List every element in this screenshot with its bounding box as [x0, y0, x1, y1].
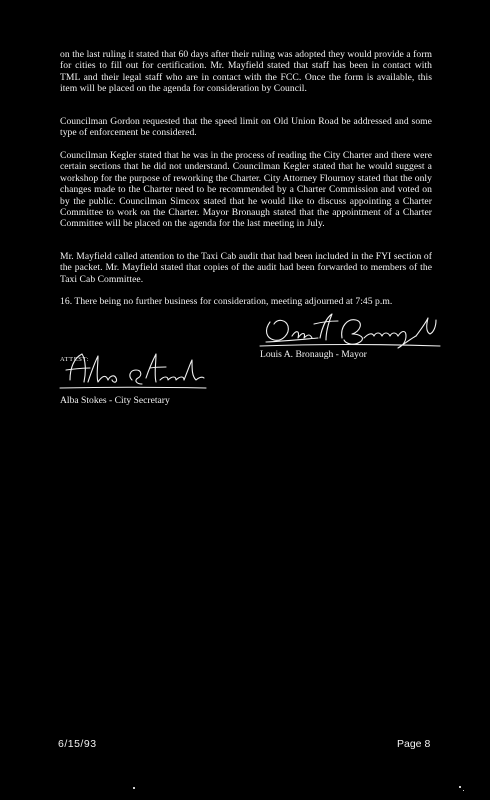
- secretary-name: Alba Stokes - City Secretary: [60, 395, 170, 406]
- mayor-name: Louis A. Bronaugh - Mayor: [260, 349, 367, 360]
- footer-date: 6/15/93: [58, 738, 97, 750]
- paragraph-fcc-form: on the last ruling it stated that 60 days after their ruling was adopted they would provide a form for cities to fill out for certification. Mr. Mayfield stated that staff has been in contact with TML and their legal staff who are in contact with the FCC. Once the form is available, this item will be placed on the agenda for consideration by Council.: [60, 49, 432, 95]
- paragraph-city-charter: Councilman Kegler stated that he was in the process of reading the City Charter and there were certain sections that he did not understand. Councilman Kegler stated that he would suggest a workshop for the purpose of reworking the Charter. City Attorney Flournoy stated that the only changes made to the Charter need to be recommended by a Charter Commission and voted on by the public. Councilman Simcox stated that he would like to discuss appointing a Charter Committee to work on the Charter. Mayor Bronaugh stated that the appointment of a Charter Committee will be placed on the agenda for the last meeting in July.: [60, 150, 432, 230]
- mayor-signature-image: [256, 308, 442, 352]
- paragraph-taxi-cab-audit: Mr. Mayfield called attention to the Taxi Cab audit that had been included in the FYI section of the packet. Mr. Mayfield stated that copies of the audit had been forwarded to members of the Taxi Cab Committee.: [60, 251, 432, 285]
- secretary-signature-image: [56, 350, 210, 392]
- footer-page-number: Page 8: [397, 738, 431, 750]
- scan-speck: [463, 790, 464, 791]
- paragraph-speed-limit: Councilman Gordon requested that the speed limit on Old Union Road be addressed and some type of enforcement be considered.: [60, 116, 432, 139]
- attest-label: ATTEST:: [60, 356, 90, 363]
- scan-speck: [459, 786, 461, 788]
- paragraph-adjournment: 16. There being no further business for consideration, meeting adjourned at 7:45 p.m.: [60, 296, 393, 307]
- scan-speck: [133, 787, 135, 789]
